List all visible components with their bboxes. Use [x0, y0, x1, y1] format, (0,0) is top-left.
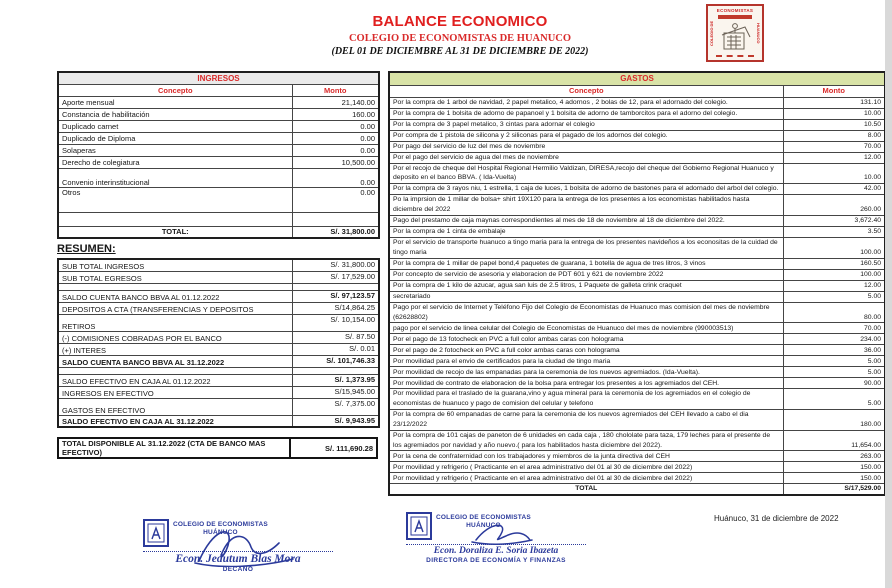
table-row — [58, 120, 379, 132]
cell-concepto: SUB TOTAL EGRESOS — [58, 271, 292, 283]
cell-concepto: Por movilidad y refrigerio ( Practicante en el area administrativo del 01 al 30 de diciembre del 2022) — [389, 462, 783, 473]
cell-concepto: Duplicado carnet — [58, 120, 292, 132]
cell-concepto — [58, 283, 292, 290]
ingresos-body — [58, 96, 379, 238]
cell-monto: S/. 17,529.00 — [292, 271, 379, 283]
cell-concepto: TOTAL: — [58, 226, 292, 238]
table-row — [58, 259, 379, 271]
cell-monto: 263.00 — [783, 451, 885, 462]
table-row — [58, 355, 379, 367]
table-row — [58, 290, 379, 302]
cell-monto: 0.00 — [292, 168, 379, 187]
cell-monto: 160.00 — [292, 108, 379, 120]
cell-monto: 0.00 — [292, 132, 379, 144]
page-title: BALANCE ECONOMICO — [372, 13, 548, 30]
cell-concepto: Por movilidad de contrato de elaboracion de la bolsa para entregar los presentes a los agremiados del CEH. — [389, 378, 783, 389]
cell-concepto: GASTOS EN EFECTIVO — [58, 398, 292, 415]
table-row — [58, 283, 379, 290]
right-column — [388, 71, 884, 496]
cell-monto: S/. 10,154.00 — [292, 314, 379, 331]
cell-monto: 234.00 — [783, 334, 885, 345]
cell-concepto: Por compra de 1 pistola de silicona y 2 siliconas para el pagado de los adornos del colegio. — [389, 130, 783, 141]
table-row — [58, 168, 379, 187]
signer-role: DECANO — [222, 566, 254, 573]
cell-concepto: SUB TOTAL INGRESOS — [58, 259, 292, 271]
table-row — [389, 323, 885, 334]
table-row — [58, 367, 379, 374]
cell-monto: 131.10 — [783, 97, 885, 108]
ingresos-title: INGRESOS — [58, 72, 379, 84]
cell-concepto: (-) COMISIONES COBRADAS POR EL BANCO — [58, 331, 292, 343]
ingresos-col-monto: Monto — [292, 84, 379, 96]
stamp-icon — [406, 512, 432, 540]
cell-concepto: Por el recojo de cheque del Hospital Regional Hermilio Valdizan, DIRESA,recojo del cheque del Gobierno Regional Huanuco y deposito en el banco BBVA. ( Ida-Vuelta) — [389, 163, 783, 184]
cell-monto: 11,654.00 — [783, 430, 885, 451]
cell-monto: 42.00 — [783, 184, 885, 195]
stamp-text — [173, 519, 268, 537]
resumen-heading: RESUMEN: — [57, 243, 116, 255]
cell-monto: 5.00 — [783, 356, 885, 367]
cell-monto: 3,672.40 — [783, 215, 885, 226]
cell-monto: 90.00 — [783, 378, 885, 389]
cell-concepto: Por movilidad para el envio de certificados para la ciudad de tingo maria — [389, 356, 783, 367]
gastos-body — [389, 97, 885, 495]
page-period: (DEL 01 DE DICIEMBRE AL 31 DE DICIEMBRE DE 2022) — [331, 46, 589, 57]
cell-concepto: SALDO EFECTIVO EN CAJA AL 31.12.2022 — [58, 415, 292, 427]
stamp-org: COLEGIO DE ECONOMISTAS — [436, 514, 531, 521]
cell-concepto: RETIROS — [58, 314, 292, 331]
table-row — [389, 356, 885, 367]
logo-emblem-sketch — [721, 21, 751, 53]
stamp-city: HUÁNUCO — [203, 529, 238, 537]
cell-concepto: Otros — [58, 187, 292, 212]
cell-concepto: Derecho de colegiatura — [58, 156, 292, 168]
cell-monto: 12.00 — [783, 280, 885, 291]
gastos-col-concepto: Concepto — [389, 85, 783, 97]
cell-monto: 0.00 — [292, 187, 379, 212]
table-row — [389, 215, 885, 226]
gastos-table — [388, 71, 886, 496]
cell-monto: 180.00 — [783, 410, 885, 431]
cell-monto: 0.00 — [292, 120, 379, 132]
table-row — [389, 389, 885, 410]
logo-banner — [718, 15, 752, 19]
cell-monto: S/. 9,943.95 — [292, 415, 379, 427]
total-disponible-label: TOTAL DISPONIBLE AL 31.12.2022 (CTA DE BANCO MAS EFECTIVO) — [58, 438, 290, 458]
table-row — [58, 438, 377, 458]
cell-monto: 70.00 — [783, 323, 885, 334]
table-row — [389, 280, 885, 291]
cell-monto: 5.00 — [783, 367, 885, 378]
table-row — [389, 163, 885, 184]
cell-monto: 10,500.00 — [292, 156, 379, 168]
logo-left-text: COLEGIO DE — [709, 20, 714, 46]
cell-concepto: Por el pago de 13 fotocheck en PVC a full color ambas caras con holograma — [389, 334, 783, 345]
cell-monto — [292, 367, 379, 374]
cell-concepto: SALDO EFECTIVO EN CAJA AL 01.12.2022 — [58, 374, 292, 386]
cell-concepto: Por movilidad para el traslado de la guarana,vino y agua mineral para la ceremonia de los agremiados en el colegio de economistas de huanuco y pago de comision del celular y telefono — [389, 389, 783, 410]
cell-concepto: Por la compra de 101 cajas de paneton de 6 unidades en cada caja , 180 chololate para taza, 179 leches para el presente de los agremiados por navidad y año nuevo.( para los habilitados hasta diciembre del 2022). — [389, 430, 783, 451]
signature-block-decano — [143, 519, 333, 573]
ingresos-col-concepto: Concepto — [58, 84, 292, 96]
cell-monto: S/15,945.00 — [292, 386, 379, 398]
table-row — [58, 386, 379, 398]
cell-concepto: Pago por el servicio de Internet y Teléfono Fijo del Colegio de Economistas de Huanuco mas comision del mes de noviembre (62628802) — [389, 302, 783, 323]
stamp-org: COLEGIO DE ECONOMISTAS — [173, 521, 268, 528]
cell-concepto: pago por el servicio de linea celular del Colegio de Economistas de Huanuco del mes de noviembre (990003513) — [389, 323, 783, 334]
cell-concepto: Por la compra de 3 papel metalico, 3 cintas para adornar el colegio — [389, 119, 783, 130]
scan-edge-shadow — [885, 0, 892, 588]
cell-concepto: Pago del prestamo de caja maynas correspondientes al mes de 18 de noviembre al 18 de diciembre del 2022. — [389, 215, 783, 226]
cell-concepto: Constancia de habilitación — [58, 108, 292, 120]
cell-concepto: Aporte mensual — [58, 96, 292, 108]
table-row — [58, 156, 379, 168]
table-row — [389, 367, 885, 378]
cell-concepto: Por la compra de 1 millar de papel bond,4 paquetes de guarana, 1 botella de agua de tres litros, 3 vinos — [389, 258, 783, 269]
cell-monto: 80.00 — [783, 302, 885, 323]
cell-monto: 10.50 — [783, 119, 885, 130]
table-row — [389, 430, 885, 451]
table-row — [58, 96, 379, 108]
table-row — [389, 473, 885, 484]
cell-monto: S/14,864.25 — [292, 302, 379, 314]
table-row — [58, 226, 379, 238]
cell-monto: S/. 97,123.57 — [292, 290, 379, 302]
table-row — [389, 237, 885, 258]
table-row — [58, 374, 379, 386]
cell-monto — [292, 283, 379, 290]
cell-concepto: Por el servicio de transporte huanuco a tingo maria para la entrega de los presentes navideños a los econositas de la cuidad de tingo maria — [389, 237, 783, 258]
cell-concepto: Por la compra de 1 cinta de embalaje — [389, 226, 783, 237]
table-row — [389, 258, 885, 269]
cell-concepto: Por concepto de servicio de asesoria y elaboracion de PDT 601 y 621 de noviembre 2022 — [389, 269, 783, 280]
table-row — [58, 331, 379, 343]
cell-monto: 5.00 — [783, 389, 885, 410]
stamp-left — [143, 519, 333, 547]
table-row — [389, 119, 885, 130]
cell-concepto: Por la compra de 3 rayos niu, 1 estrella, 1 caja de luces, 1 bolsita de adorno de bastones para el adornado del arbol del colegio. — [389, 184, 783, 195]
cell-monto: 100.00 — [783, 237, 885, 258]
table-row — [58, 212, 379, 226]
table-row — [389, 410, 885, 431]
colegio-seal-logo — [706, 4, 764, 62]
cell-monto: 12.00 — [783, 152, 885, 163]
cell-monto: S/. 7,375.00 — [292, 398, 379, 415]
logo-top-text: ECONOMISTAS — [716, 8, 754, 13]
signature-line — [143, 551, 333, 552]
table-row — [389, 97, 885, 108]
total-disponible-table — [57, 437, 378, 459]
table-row — [58, 343, 379, 355]
cell-monto: S/. 1,373.95 — [292, 374, 379, 386]
table-row — [389, 152, 885, 163]
table-row — [58, 108, 379, 120]
cell-monto: 21,140.00 — [292, 96, 379, 108]
cell-monto: 150.00 — [783, 473, 885, 484]
table-row — [389, 130, 885, 141]
total-disponible-value: S/. 111,690.28 — [290, 438, 377, 458]
cell-concepto: Por movilidad de recojo de las empanadas para la ceremonia de los nuevos agremiados. (Ida-Vuelta). — [389, 367, 783, 378]
left-column — [57, 71, 378, 459]
cell-monto: S/. 0.01 — [292, 343, 379, 355]
resumen-table — [57, 258, 380, 428]
table-row — [389, 451, 885, 462]
cell-concepto: (+) INTERES — [58, 343, 292, 355]
table-row — [389, 484, 885, 495]
cell-monto: 0.00 — [292, 144, 379, 156]
cell-concepto: Por el pago de 2 fotocheck en PVC a full color ambas caras con holograma — [389, 345, 783, 356]
document-header — [245, 13, 675, 57]
cell-concepto: Por movilidad y refrigerio ( Practicante en el area administrativo del 01 al 30 de diciembre del 2022) — [389, 473, 783, 484]
cell-monto: 10.00 — [783, 163, 885, 184]
cell-concepto: Por la cena de confraternidad con los trabajadores y miembros de la junta directiva del CEH — [389, 451, 783, 462]
cell-concepto: Duplicado de Diploma — [58, 132, 292, 144]
table-row — [58, 187, 379, 212]
cell-monto: S/. 87.50 — [292, 331, 379, 343]
page-subtitle: COLEGIO DE ECONOMISTAS DE HUANUCO — [348, 33, 572, 44]
table-row — [389, 269, 885, 280]
cell-monto: S/. 31,800.00 — [292, 226, 379, 238]
cell-concepto — [58, 212, 292, 226]
table-row — [58, 144, 379, 156]
cell-monto: 3.50 — [783, 226, 885, 237]
cell-concepto: Por pago del servicio de luz del mes de noviembre — [389, 141, 783, 152]
cell-concepto — [58, 367, 292, 374]
cell-monto: 150.00 — [783, 462, 885, 473]
table-row — [389, 345, 885, 356]
stamp-text — [436, 512, 531, 530]
cell-concepto: Convenio interinstitucional — [58, 168, 292, 187]
cell-concepto: secretariado — [389, 291, 783, 302]
cell-monto: 70.00 — [783, 141, 885, 152]
logo-right-text: HUANUCO — [756, 22, 761, 44]
cell-concepto: Por la compra de 1 arbol de navidad, 2 papel metalico, 4 adornos , 2 bolas de 12, para el adornado del colegio. — [389, 97, 783, 108]
table-row — [389, 302, 885, 323]
stamp-right — [406, 512, 586, 540]
signer-role: DIRECTORA DE ECONOMÍA Y FINANZAS — [426, 557, 566, 564]
signature-block-directora — [406, 512, 586, 564]
table-row — [58, 302, 379, 314]
table-row — [389, 378, 885, 389]
table-row — [389, 108, 885, 119]
cell-monto: 100.00 — [783, 269, 885, 280]
resumen-body — [58, 259, 379, 427]
stamp-icon — [143, 519, 169, 547]
cell-monto: 5.00 — [783, 291, 885, 302]
table-row — [389, 291, 885, 302]
signer-name: Econ. Doraliza E. Soria Ibazeta — [433, 546, 559, 556]
cell-concepto: Por la compra de 1 kilo de azucar, agua san luis de 2.5 litros, 1 Paquete de galleta crink craquet — [389, 280, 783, 291]
table-row — [58, 415, 379, 427]
cell-monto: S/. 101,746.33 — [292, 355, 379, 367]
document-date: Huánuco, 31 de diciembre de 2022 — [714, 514, 839, 523]
cell-concepto: Por el pago del servicio de agua del mes de noviembre — [389, 152, 783, 163]
cell-monto: 260.00 — [783, 195, 885, 216]
cell-concepto: TOTAL — [389, 484, 783, 495]
cell-monto: 36.00 — [783, 345, 885, 356]
cell-concepto: Solaperas — [58, 144, 292, 156]
cell-concepto: INGRESOS EN EFECTIVO — [58, 386, 292, 398]
gastos-title: GASTOS — [389, 72, 885, 85]
cell-monto: 160.50 — [783, 258, 885, 269]
gastos-col-monto: Monto — [783, 85, 885, 97]
cell-monto: S/17,529.00 — [783, 484, 885, 495]
table-row — [389, 462, 885, 473]
table-row — [58, 132, 379, 144]
cell-concepto: Po la imprsion de 1 millar de bolsa+ shirt 19X120 para la entrega de los presentes a los economistas habilitados hasta diciembre del 2022 — [389, 195, 783, 216]
table-row — [58, 271, 379, 283]
cell-monto — [292, 212, 379, 226]
table-row — [389, 141, 885, 152]
table-row — [389, 226, 885, 237]
table-row — [389, 195, 885, 216]
cell-monto: 10.00 — [783, 108, 885, 119]
signature-line — [406, 544, 586, 545]
cell-concepto: DEPOSITOS A CTA (TRANSFERENCIAS Y DEPOSITOS — [58, 302, 292, 314]
cell-monto: S/. 31,800.00 — [292, 259, 379, 271]
table-row — [58, 314, 379, 331]
table-row — [58, 398, 379, 415]
cell-concepto: Por la compra de 60 empanadas de carne para la ceremonia de los nuevos agremiados del CEH llevado a cabo el dia 23/12/2022 — [389, 410, 783, 431]
table-row — [389, 184, 885, 195]
cell-concepto: SALDO CUENTA BANCO BBVA AL 31.12.2022 — [58, 355, 292, 367]
ingresos-table — [57, 71, 380, 239]
cell-monto: 8.00 — [783, 130, 885, 141]
cell-concepto: SALDO CUENTA BANCO BBVA AL 01.12.2022 — [58, 290, 292, 302]
signer-name: Econ. Jedutum Blas Mora — [175, 553, 301, 565]
stamp-city: HUÁNUCO — [466, 522, 501, 530]
logo-bottom-mark — [716, 55, 754, 57]
cell-concepto: Por la compra de 1 bolsita de adorno de papanoel y 1 bolsita de adorno de tamborcitos para el adorno del colegio. — [389, 108, 783, 119]
table-row — [389, 334, 885, 345]
